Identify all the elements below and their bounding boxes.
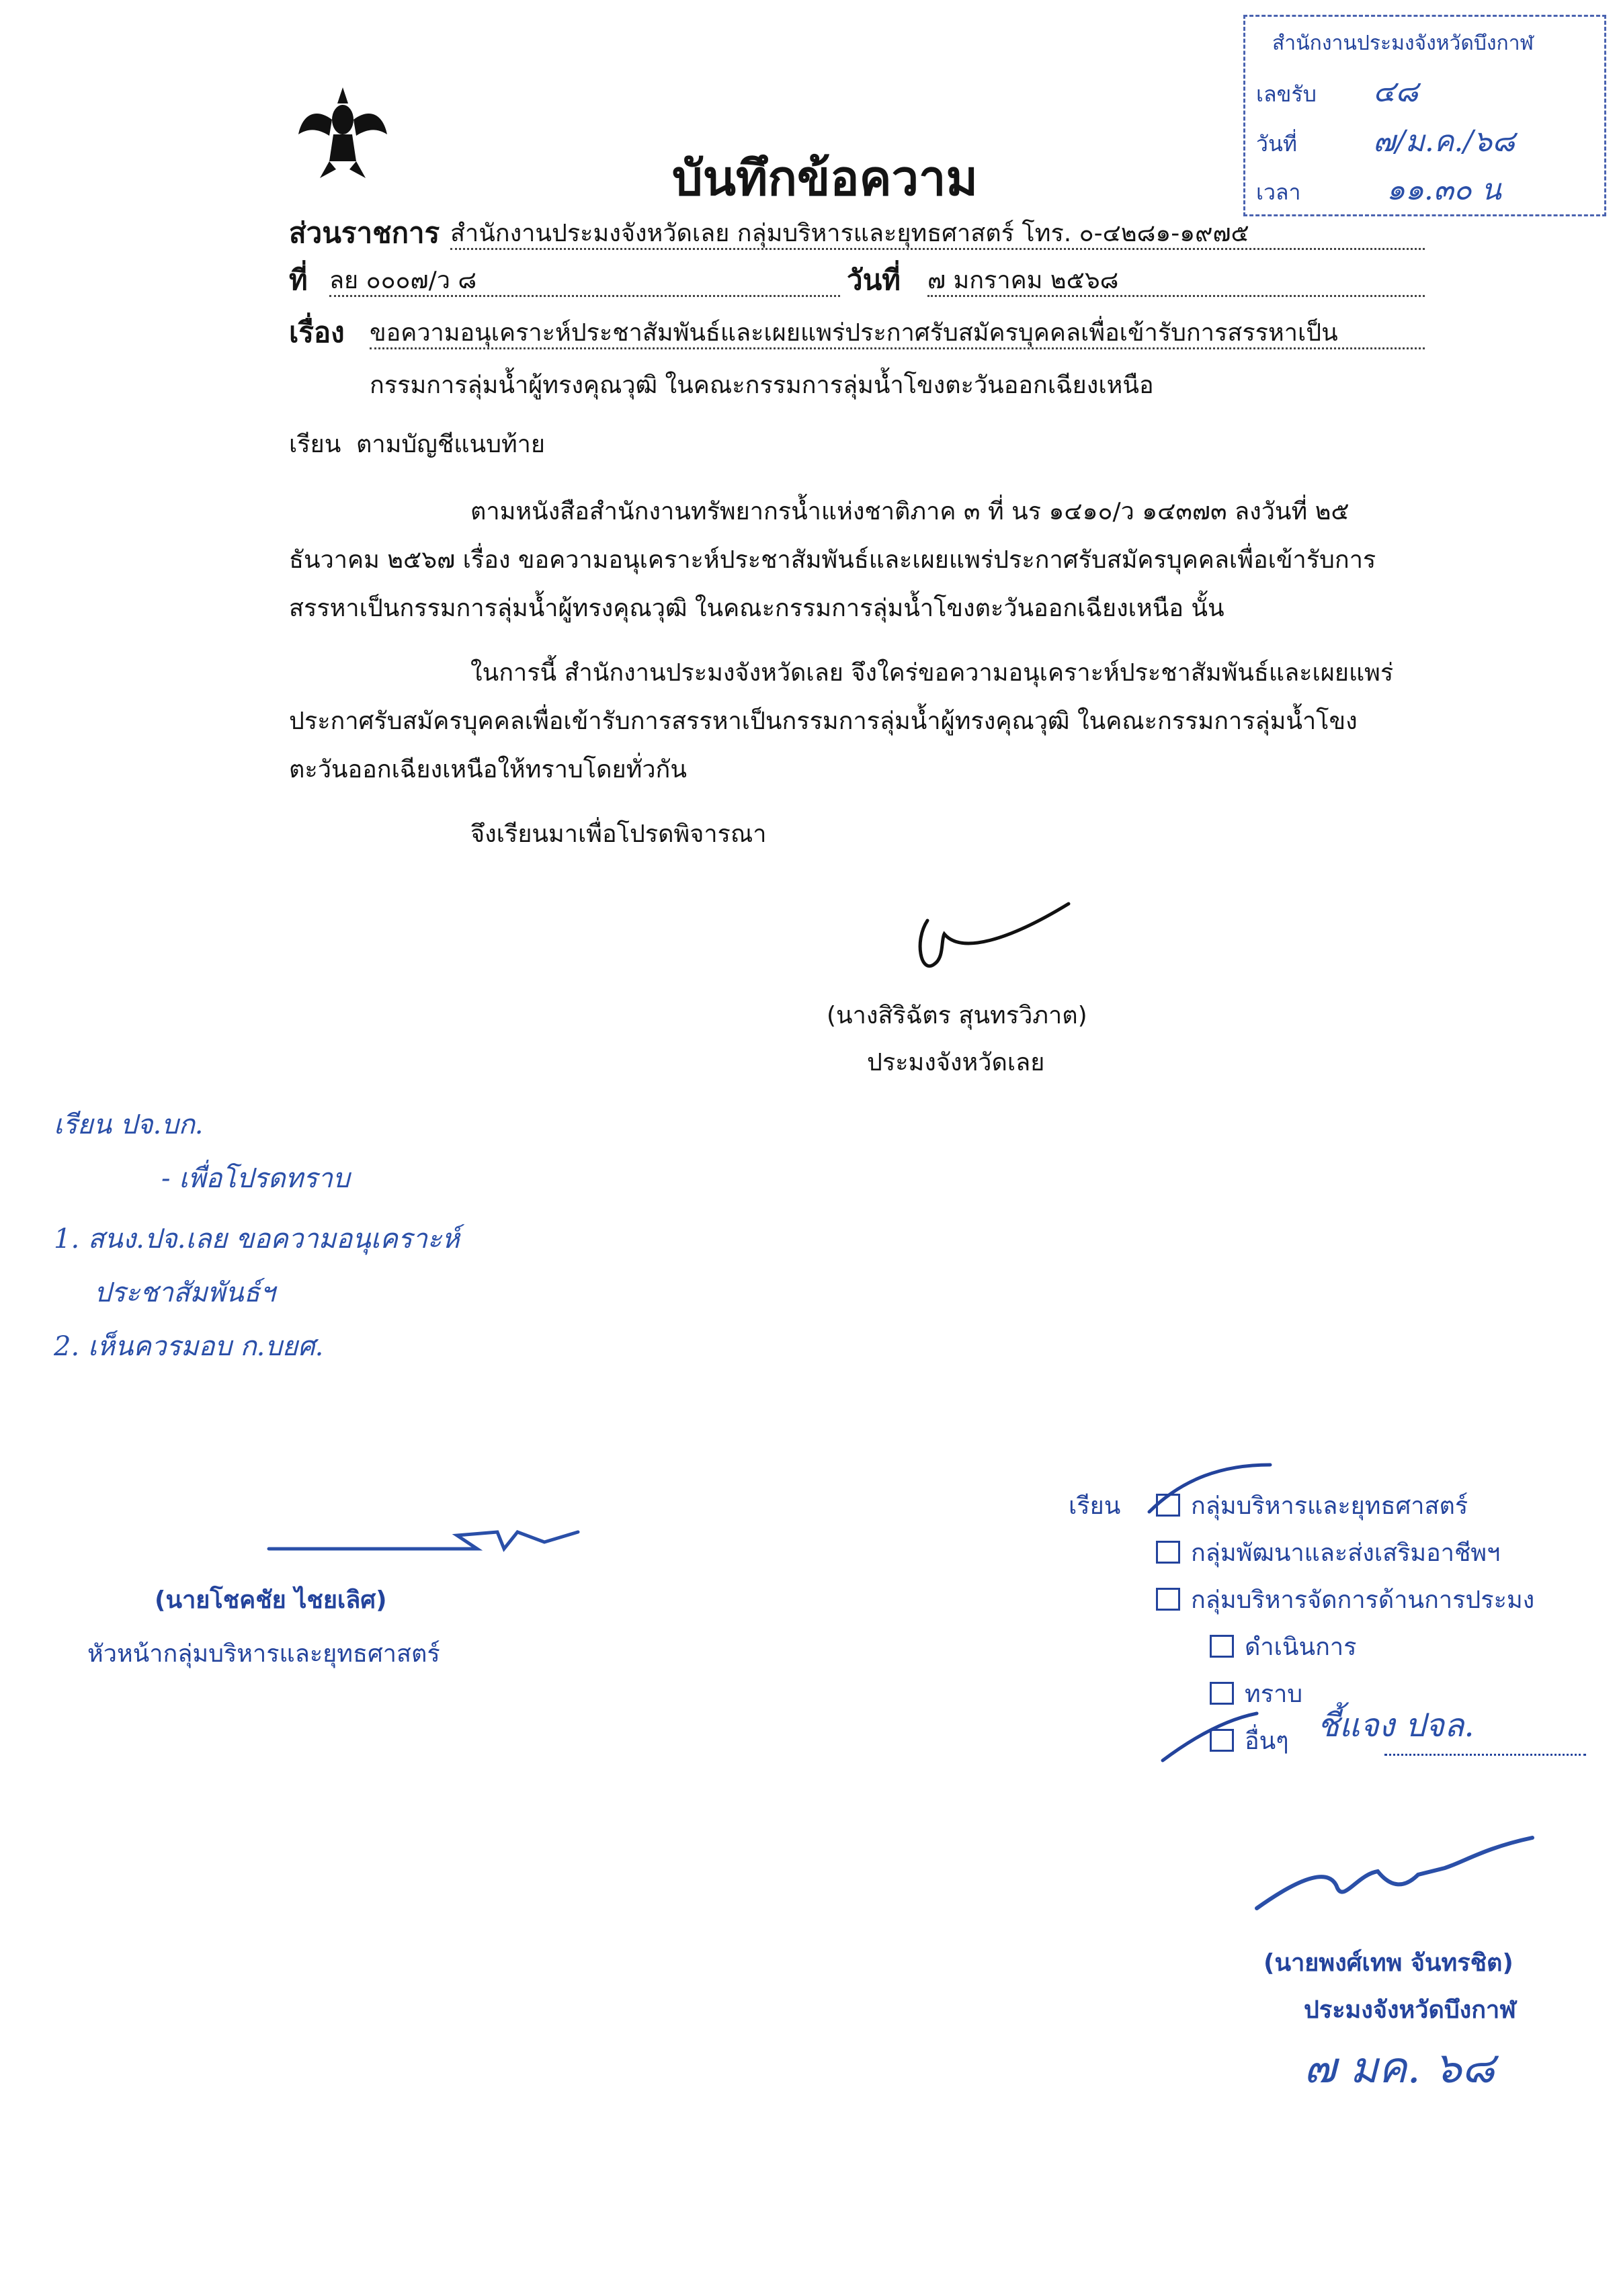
subject-line2: กรรมการลุ่มน้ำผู้ทรงคุณวุฒิ ในคณะกรรมการลุ่มน้ำโขงตะวันออกเฉียงเหนือ: [370, 372, 1154, 399]
routing-other-note: ชี้แจง ปจล.: [1317, 1707, 1475, 1744]
stamp-agency: สำนักงานประมงจังหวัดบึงกาฬ: [1272, 32, 1534, 55]
director-date: ๗ มค. ๖๘: [1304, 2043, 1495, 2093]
group-head-name: (นายโชคชัย ไชยเลิศ): [155, 1586, 387, 1614]
checkbox-icon[interactable]: [1156, 1541, 1180, 1564]
hand-note-line1: เรียน ปจ.บก.: [54, 1109, 204, 1140]
agency-label: ส่วนราชการ: [289, 216, 440, 249]
checkbox-icon[interactable]: [1210, 1682, 1234, 1705]
check-mark-option-1: [1143, 1458, 1277, 1519]
closing-line: จึงเรียนมาเพื่อโปรดพิจารณา: [470, 820, 767, 848]
routing-action-3[interactable]: อื่นๆ: [1210, 1727, 1289, 1756]
routing-action-1[interactable]: ดำเนินการ: [1210, 1633, 1356, 1662]
p2-line3: ตะวันออกเฉียงเหนือให้ทราบโดยทั่วกัน: [289, 756, 687, 783]
date-label: วันที่: [847, 263, 901, 296]
checkbox-icon[interactable]: [1210, 1635, 1234, 1658]
stamp-date-value: ๗/ม.ค./๖๘: [1373, 124, 1516, 159]
p1-line2: ธันวาคม ๒๕๖๗ เรื่อง ขอความอนุเคราะห์ประชาสัมพันธ์และเผยแพร่ประกาศรับสมัครบุคคลเพื่อเข้ารับการ: [289, 546, 1376, 574]
garuda-emblem-icon: [296, 81, 390, 181]
hand-note-line3: 1. สนง.ปจ.เลย ขอความอนุเคราะห์: [54, 1224, 460, 1255]
ref-value: ลย ๐๐๐๗/ว ๘: [329, 266, 840, 297]
routing-option-3[interactable]: กลุ่มบริหารจัดการด้านการประมง: [1156, 1586, 1534, 1615]
stamp-time-label: เวลา: [1256, 179, 1301, 205]
hand-note-line4: ประชาสัมพันธ์ฯ: [94, 1277, 276, 1308]
p2-line1: ในการนี้ สำนักงานประมงจังหวัดเลย จึงใคร่ขอความอนุเคราะห์ประชาสัมพันธ์และเผยแพร่: [470, 659, 1394, 687]
routing-to-label: เรียน: [1069, 1492, 1121, 1520]
group-head-position: หัวหน้ากลุ่มบริหารและยุทธศาสตร์: [87, 1640, 440, 1668]
hand-note-line5: 2. เห็นควรมอบ ก.บยศ.: [54, 1331, 324, 1362]
p2-line2: ประกาศรับสมัครบุคคลเพื่อเข้ารับการสรรหาเป็นกรรมการลุ่มน้ำผู้ทรงคุณวุฒิ ในคณะกรรมการลุ่มน้ำโขง: [289, 708, 1358, 735]
p1-line1: ตามหนังสือสำนักงานทรัพยากรน้ำแห่งชาติภาค ๓ ที่ นร ๑๔๑๐/ว ๑๔๓๗๓ ลงวันที่ ๒๕: [470, 498, 1350, 525]
routing-action-2[interactable]: ทราบ: [1210, 1680, 1302, 1709]
subject-line1: ขอความอนุเคราะห์ประชาสัมพันธ์และเผยแพร่ประกาศรับสมัครบุคคลเพื่อเข้ารับการสรรหาเป็น: [370, 318, 1425, 349]
signatory-position: ประมงจังหวัดเลย: [867, 1049, 1045, 1076]
checkbox-icon[interactable]: [1156, 1588, 1180, 1611]
p1-line3: สรรหาเป็นกรรมการลุ่มน้ำผู้ทรงคุณวุฒิ ในคณะกรรมการลุ่มน้ำโขงตะวันออกเฉียงเหนือ นั้น: [289, 595, 1224, 622]
page-title: บันทึกข้อความ: [672, 150, 978, 206]
routing-other-line: [1384, 1754, 1586, 1756]
group-head-signature: [262, 1512, 585, 1566]
routing-option-2[interactable]: กลุ่มพัฒนาและส่งเสริมอาชีพฯ: [1156, 1539, 1500, 1568]
check-mark-action-3: [1156, 1707, 1263, 1767]
stamp-number-value: ๔๘: [1373, 75, 1419, 109]
director-signature: [1250, 1834, 1546, 1928]
stamp-date-label: วันที่: [1256, 131, 1297, 157]
receipt-stamp: [1243, 15, 1606, 216]
to-value: ตามบัญชีแนบท้าย: [356, 431, 545, 458]
stamp-number-label: เลขรับ: [1256, 81, 1317, 107]
ref-label: ที่: [289, 263, 308, 296]
to-label: เรียน: [289, 431, 341, 458]
date-value: ๗ มกราคม ๒๕๖๘: [927, 266, 1425, 297]
hand-note-line2: - เพื่อโปรดทราบ: [161, 1163, 350, 1194]
routing-option-1[interactable]: กลุ่มบริหารและยุทธศาสตร์: [1156, 1492, 1468, 1521]
signature-mark: [907, 900, 1082, 988]
agency-value: สำนักงานประมงจังหวัดเลย กลุ่มบริหารและยุทธศาสตร์ โทร. ๐-๔๒๘๑-๑๙๗๕: [450, 219, 1425, 250]
signatory-name: (นางสิริฉัตร สุนทรวิภาต): [827, 1002, 1087, 1029]
director-position: ประมงจังหวัดบึงกาฬ: [1304, 1996, 1516, 2024]
stamp-time-value: ๑๑.๓๐ น: [1386, 173, 1501, 207]
subject-label: เรื่อง: [289, 316, 345, 349]
director-name: (นายพงศ์เทพ จันทรชิต): [1263, 1949, 1513, 1977]
